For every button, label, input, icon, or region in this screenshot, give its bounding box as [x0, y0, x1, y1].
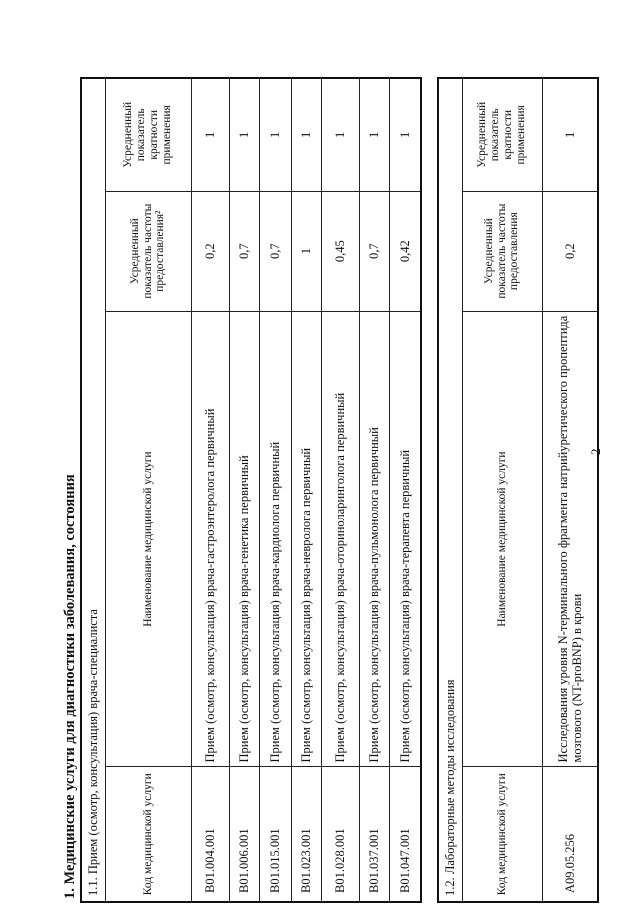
- row-multiplicity: 1: [542, 78, 598, 191]
- row-frequency: 0,7: [259, 191, 291, 311]
- page-number: 2: [588, 448, 603, 455]
- row-frequency: 0,7: [229, 191, 259, 311]
- row-frequency: 0,45: [321, 191, 359, 311]
- header-name: Наименование медицинской услуги: [105, 311, 191, 767]
- header-name: Наименование медицинской услуги: [462, 311, 542, 767]
- table-row: [191, 78, 229, 902]
- row-code: B01.004.001: [191, 767, 229, 902]
- row-name: Исследования уровня N-терминального фрагмента натрийуретического пропептида мозгового (NT-proBNP) в крови: [542, 311, 598, 767]
- row-multiplicity: 1: [321, 78, 359, 191]
- header-code: Код медицинской услуги: [462, 767, 542, 902]
- row-code: B01.006.001: [229, 767, 259, 902]
- table-laboratory-methods: [437, 77, 599, 903]
- row-multiplicity: 1: [259, 78, 291, 191]
- row-multiplicity: 1: [389, 78, 421, 191]
- row-name: Прием (осмотр, консультация) врача-гастроэнтеролога первичный: [191, 311, 229, 767]
- row-frequency: 0,2: [542, 191, 598, 311]
- header-multiplicity: Усредненный показатель кратности применения: [462, 78, 542, 191]
- row-frequency: 0,7: [359, 191, 389, 311]
- table-row: [542, 78, 598, 902]
- table-specialist-consultations: [80, 77, 422, 903]
- row-name: Прием (осмотр, консультация) врача-оториноларинголога первичный: [321, 311, 359, 767]
- row-code: B01.023.001: [291, 767, 321, 902]
- row-multiplicity: 1: [291, 78, 321, 191]
- table-row: [359, 78, 389, 902]
- row-code: B01.028.001: [321, 767, 359, 902]
- row-code: B01.037.001: [359, 767, 389, 902]
- row-code: B01.015.001: [259, 767, 291, 902]
- table-row: [291, 78, 321, 902]
- row-name: Прием (осмотр, консультация) врача-терапевта первичный: [389, 311, 421, 767]
- header-multiplicity: Усредненный показатель кратности применения: [105, 78, 191, 191]
- table2-subtitle: 1.2. Лабораторные методы исследования: [438, 78, 462, 902]
- table-row: [229, 78, 259, 902]
- header-frequency: Усредненный показатель частоты предоставления²: [105, 191, 191, 311]
- header-code: Код медицинской услуги: [105, 767, 191, 902]
- row-multiplicity: 1: [359, 78, 389, 191]
- row-name: Прием (осмотр, консультация) врача-пульмонолога первичный: [359, 311, 389, 767]
- table1-subtitle: 1.1. Прием (осмотр, консультация) врача-специалиста: [81, 78, 105, 902]
- table-row: [259, 78, 291, 902]
- row-code: A09.05.256: [542, 767, 598, 902]
- row-name: Прием (осмотр, консультация) врача-генетика первичный: [229, 311, 259, 767]
- table-row: [321, 78, 359, 902]
- row-multiplicity: 1: [229, 78, 259, 191]
- row-frequency: 0,2: [191, 191, 229, 311]
- row-name: Прием (осмотр, консультация) врача-кардиолога первичный: [259, 311, 291, 767]
- row-code: B01.047.001: [389, 767, 421, 902]
- row-frequency: 1: [291, 191, 321, 311]
- row-frequency: 0,42: [389, 191, 421, 311]
- header-frequency: Усредненный показатель частоты предоставления: [462, 191, 542, 311]
- table-row: [389, 78, 421, 902]
- row-multiplicity: 1: [191, 78, 229, 191]
- row-name: Прием (осмотр, консультация) врача-невролога первичный: [291, 311, 321, 767]
- section-title: 1. Медицинские услуги для диагностики заболевания, состояния: [62, 474, 78, 899]
